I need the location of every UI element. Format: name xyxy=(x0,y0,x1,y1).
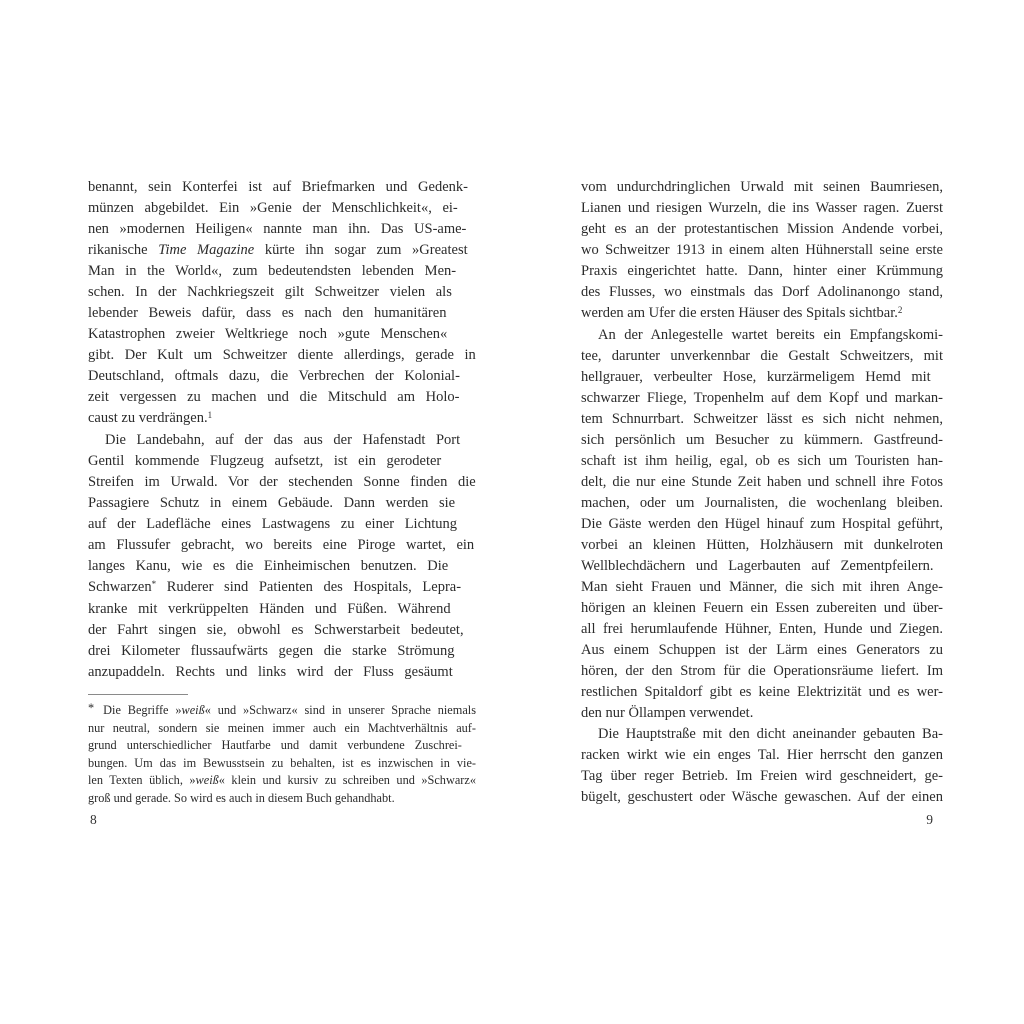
text-line: Die Landebahn, auf der das aus der Hafenstadt Port xyxy=(105,432,461,448)
text-line: hören, der den Strom für die Operationsräume liefert. Im xyxy=(581,663,943,679)
page-right xyxy=(581,177,943,808)
text-line: werden am Ufer die ersten Häuser des Spitals sichtbar.$^2$ xyxy=(581,304,903,321)
text-line: gibt. Der Kult um Schweitzer diente allerdings, gerade in xyxy=(88,347,476,363)
text-line: machen, oder um Journalisten, die wochenlang bleiben. xyxy=(581,495,943,511)
text-line: münzen abgebildet. Ein »Genie der Menschlichkeit«, ei- xyxy=(88,200,458,216)
text-line: Gentil kommende Flugzeug aufsetzt, ist ein gerodeter xyxy=(88,453,442,469)
text-line: auf der Ladefläche eines Lastwagens zu einer Lichtung xyxy=(88,516,458,532)
text-line: schaft ist ihm heilig, egal, ob es sich um Touristen han- xyxy=(581,453,943,469)
text-line: racken wirkt wie ein enges Tal. Hier herrscht den ganzen xyxy=(581,747,943,763)
text-line: delt, die nur eine Stunde Zeit haben und schnell ihre Fotos xyxy=(581,474,943,490)
paragraph xyxy=(88,177,476,430)
text-line: Streifen im Urwald. Vor der stechenden Sonne finden die xyxy=(88,474,476,490)
italic-text: weiß xyxy=(195,773,219,787)
text-line: drei Kilometer flussaufwärts gegen die starke Strömung xyxy=(88,643,455,659)
text-line: am Flussufer gebracht, wo bereits eine Piroge wartet, ein xyxy=(88,537,475,553)
text-line: kranke mit verkrüppelten Händen und Füßen. Während xyxy=(88,601,451,617)
page-number-right: 9 xyxy=(926,812,933,827)
text-line: Die Gäste werden den Hügel hinauf zum Hospital geführt, xyxy=(581,516,943,532)
text-line: Deutschland, oftmals dazu, die Verbrechen der Kolonial- xyxy=(88,368,460,384)
text-line: caust zu verdrängen.$^1$ xyxy=(88,409,213,426)
page-number-left: 8 xyxy=(90,812,97,827)
text-line: Aus einem Schuppen ist der Lärm eines Generators zu xyxy=(581,642,943,658)
footnote-line: * Die Begriffe »weiß« und »Schwarz« sind in unserer Sprache niemals xyxy=(88,701,476,717)
superscript-marker: * xyxy=(151,578,157,589)
paragraph xyxy=(581,724,943,808)
text-line: hörigen an kleinen Feuern ein Essen zubereiten und über- xyxy=(581,600,943,616)
text-line: rikanische Time Magazine kürte ihn sogar zum »Greatest xyxy=(88,242,468,258)
text-line: sich persönlich um Besucher zu kümmern. Gastfreund- xyxy=(581,432,943,448)
footnote-line: grund unterschiedlicher Hautfarbe und damit verbundene Zuschrei- xyxy=(88,738,462,752)
text-line: den nur Öllampen verwendet. xyxy=(581,705,754,721)
text-line: all frei herumlaufende Hühner, Enten, Hunde und Ziegen. xyxy=(581,621,943,637)
text-line: Tag über reger Betrieb. Im Freien wird geschneidert, ge- xyxy=(581,768,943,784)
text-line: zeit vergessen zu machen und die Mitschuld am Holo- xyxy=(88,389,460,405)
text-line: schwarzer Fliege, Tropenhelm auf dem Kopf und markan- xyxy=(581,390,943,406)
text-line: Man in the World«, zum bedeutendsten lebenden Men- xyxy=(88,263,457,279)
text-line: schen. In der Nachkriegszeit gilt Schweitzer vielen als xyxy=(88,284,452,300)
italic-text: Time Magazine xyxy=(158,242,255,258)
text-line: Man sieht Frauen und Männer, die sich mit ihren Ange- xyxy=(581,579,943,595)
text-line: Die Hauptstraße mit den dicht aneinander gebauten Ba- xyxy=(598,726,943,742)
page-left xyxy=(88,177,476,807)
text-line: restlichen Spitaldorf gibt es keine Elektrizität und es wer- xyxy=(581,684,943,700)
superscript-marker: 1 xyxy=(207,409,213,420)
italic-text: weiß xyxy=(181,703,205,717)
text-line: der Fahrt singen sie, obwohl es Schwerstarbeit bedeutet, xyxy=(88,622,464,638)
text-line: tee, darunter unverkennbar die Gestalt Schweitzers, mit xyxy=(581,348,943,364)
text-line: hellgrauer, verbeulter Hose, kurzärmeligem Hemd mit xyxy=(581,369,931,385)
text-line: An der Anlegestelle wartet bereits ein Empfangskomi- xyxy=(598,327,943,343)
text-line: bügelt, geschustert oder Wäsche gewaschen. Auf der einen xyxy=(581,789,943,805)
text-line: Lianen und riesigen Wurzeln, die ins Wasser ragen. Zuerst xyxy=(581,200,943,216)
footnote-line: bungen. Um das im Bewusstsein zu behalten, ist es inzwischen in vie- xyxy=(88,755,476,770)
text-line: Passagiere Schutz in einem Gebäude. Dann werden sie xyxy=(88,495,456,511)
text-line: Schwarzen* Ruderer sind Patienten des Hospitals, Lepra- xyxy=(88,578,462,595)
footnote-line: len Texten üblich, »weiß« klein und kursiv zu schreiben und »Schwarz« xyxy=(88,773,477,787)
footnote-marker: * xyxy=(88,701,95,716)
paragraph xyxy=(88,430,476,683)
footnote-line: nur neutral, sondern sie meinen immer auch ein Machtverhältnis auf- xyxy=(88,720,476,735)
footnote-line: groß und gerade. So wird es auch in diesem Buch gehandhabt. xyxy=(88,790,395,805)
text-line: Praxis eingerichtet hatte. Dann, hinter einer Krümmung xyxy=(581,263,943,279)
text-line: wo Schweitzer 1913 in einem alten Hühnerstall seine erste xyxy=(581,242,943,258)
text-line: nen »modernen Heiligen« nannte man ihn. Das US-ame- xyxy=(88,221,467,237)
text-line: langes Kanu, wie es die Einheimischen benutzen. Die xyxy=(88,558,449,574)
text-line: des Flusses, wo einstmals das Dorf Adolinanongo stand, xyxy=(581,284,943,300)
footnote-rule xyxy=(88,694,188,695)
text-line: Katastrophen zweier Weltkriege noch »gute Menschen« xyxy=(88,326,448,342)
superscript-marker: 2 xyxy=(897,304,903,315)
text-line: vorbei an kleinen Hütten, Holzhäusern mit dunkelroten xyxy=(581,537,943,553)
text-line: Wellblechdächern und Lagerbauten auf Zementpfeilern. xyxy=(581,558,934,574)
paragraph xyxy=(581,325,943,724)
text-line: anzupaddeln. Rechts und links wird der Fluss gesäumt xyxy=(88,664,453,680)
text-line: lebender Beweis dafür, dass es nach den humanitären xyxy=(88,305,447,321)
footnote xyxy=(88,702,476,807)
paragraph xyxy=(581,177,943,325)
text-line: vom undurchdringlichen Urwald mit seinen Baumriesen, xyxy=(581,179,943,195)
text-line: tem Schnurrbart. Schweitzer lässt es sich nicht nehmen, xyxy=(581,411,943,427)
text-line: geht es an der protestantischen Mission Andende vorbei, xyxy=(581,221,943,237)
text-line: benannt, sein Konterfei ist auf Briefmarken und Gedenk- xyxy=(88,179,468,195)
